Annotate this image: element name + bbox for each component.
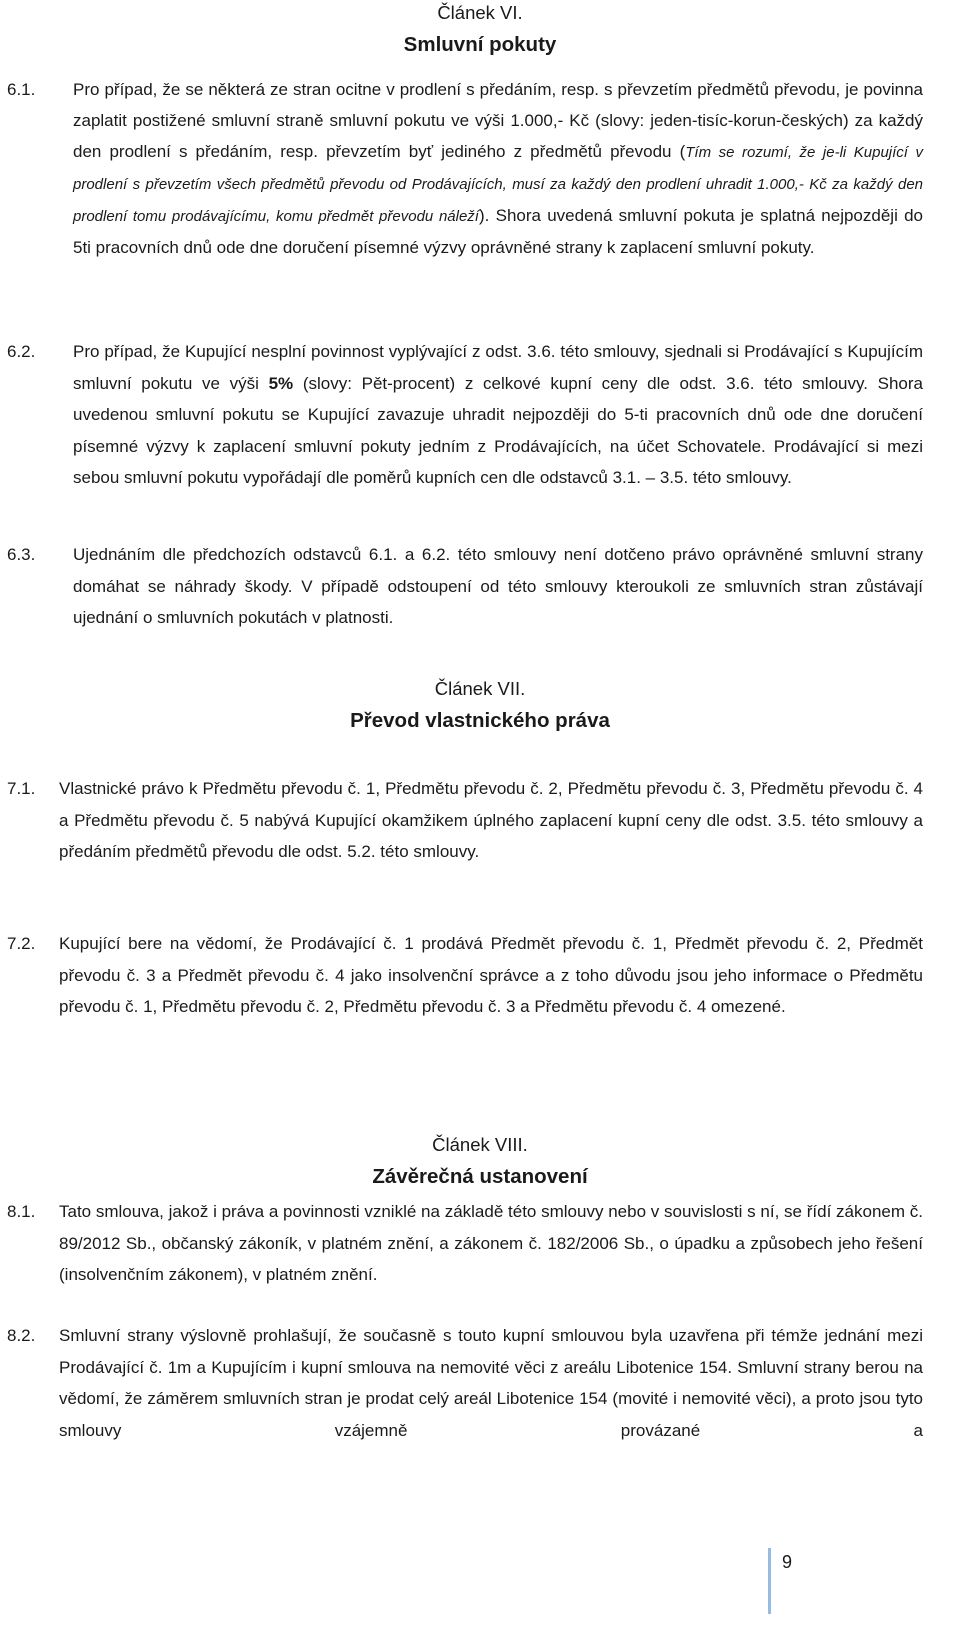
paragraph-number: 7.2. bbox=[7, 934, 36, 953]
text-segment: ). Shora uvedená smluvní pokuta je splatná nejpozději do 5ti pracovních dnů ode dne doručení písemné výzvy oprávněné strany k zaplacení smluvní pokuty. bbox=[73, 206, 923, 257]
page-number: 9 bbox=[782, 1552, 793, 1572]
text-segment: (slovy: Pět-procent) z celkové kupní ceny dle odst. 3.6. této smlouvy. Shora uvedenou smluvní pokutu se Kupující zavazuje uhradit nejpozději do 5-ti pracovních dnů ode dne doručení písemné výzvy k zaplacení smluvní pokuty jedním z Prodávajících, na účet Schovatele. Prodávající si mezi sebou smluvní pokutu vypořádají dle poměrů kupních cen dle odstavců 3.1. – 3.5. této smlouvy. bbox=[73, 373, 923, 487]
paragraph-8-1 bbox=[7, 1196, 923, 1292]
paragraph-text: Smluvní strany výslovně prohlašují, že současně s touto kupní smlouvou byla uzavřena při témže jednání mezi Prodávající č. 1m a Kupujícím i kupní smlouva na nemovité věci z areálu Libotenice 154. Smluvní strany berou na vědomí, že záměrem smluvních stran je prodat celý areál Libotenice 154 (movité i nemovité věci), a proto jsou tyto smlouvy vzájemně provázané a bbox=[59, 1326, 923, 1440]
paragraph-text: Kupující bere na vědomí, že Prodávající č. 1 prodává Předmět převodu č. 1, Předmět převodu č. 2, Předmět převodu č. 3 a Předmět převodu č. 4 jako insolvenční správce a z toho důvodu jsou jeho informace o Předmětu převodu č. 1, Předmětu převodu č. 2, Předmětu převodu č. 3 a Předmětu převodu č. 4 omezené. bbox=[59, 934, 923, 1016]
paragraph-number: 6.2. bbox=[7, 342, 36, 361]
paragraph-6-3 bbox=[7, 539, 923, 635]
article-8-number: Článek VIII. bbox=[432, 1134, 528, 1155]
article-6-number: Článek VI. bbox=[437, 2, 523, 23]
paragraph-text bbox=[73, 74, 923, 263]
paragraph-text: Ujednáním dle předchozích odstavců 6.1. a 6.2. této smlouvy není dotčeno právo oprávněné smluvní strany domáhat se náhrady škody. V případě odstoupení od této smlouvy kteroukoli ze smluvních stran zůstávají ujednání o smluvních pokutách v platnosti. bbox=[73, 545, 923, 627]
paragraph-number: 8.1. bbox=[7, 1202, 36, 1221]
paragraph-6-2 bbox=[7, 336, 923, 526]
paragraph-number: 6.1. bbox=[7, 80, 36, 99]
text-segment: Pro případ, že Kupující nesplní povinnost vyplývající z odst. 3.6. této smlouvy, sjednali si Prodávající s Kupujícím smluvní pokutu ve výši bbox=[73, 342, 923, 393]
paragraph-7-1 bbox=[7, 773, 923, 903]
text-segment: Pro případ, že se některá ze stran ocitne v prodlení s předáním, resp. s převzetím předmětů převodu, je povinna zaplatit postižené smluvní straně smluvní pokutu ve výši 1.000,- Kč (slovy: jeden-tisíc-korun-českých) za každý den prodlení s předáním, resp. převzetím byť jediného z předmětů převodu ( bbox=[73, 80, 923, 161]
article-7-number: Článek VII. bbox=[434, 678, 526, 699]
article-8-title: Závěrečná ustanovení bbox=[372, 1165, 588, 1188]
paragraph-8-2 bbox=[7, 1320, 923, 1450]
paragraph-text bbox=[73, 336, 923, 494]
article-6-title: Smluvní pokuty bbox=[403, 33, 557, 56]
paragraph-text: Vlastnické právo k Předmětu převodu č. 1, Předmětu převodu č. 2, Předmětu převodu č. 3, Předmětu převodu č. 4 a Předmětu převodu č. 5 nabývá Kupující okamžikem úplného zaplacení kupní ceny dle odst. 3.5. této smlouvy a předáním předmětů převodu dle odst. 5.2. této smlouvy. bbox=[59, 779, 923, 861]
paragraph-6-1 bbox=[7, 74, 923, 334]
paragraph-number: 8.2. bbox=[7, 1326, 36, 1345]
paragraph-7-2 bbox=[7, 928, 923, 1058]
italic-note: Tím se rozumí, že je-li Kupující v prodlení s převzetím všech předmětů převodu od Prodávajících, musí za každý den prodlení uhradit 1.000,- Kč za každý den prodlení tomu prodávajícímu, komu předmět převodu náleží bbox=[73, 144, 923, 225]
page-number-accent-bar bbox=[768, 1548, 771, 1614]
page-number-block bbox=[768, 1548, 808, 1614]
article-7-title: Převod vlastnického práva bbox=[350, 709, 610, 732]
bold-percent: 5% bbox=[268, 373, 294, 393]
paragraph-number: 7.1. bbox=[7, 779, 36, 798]
paragraph-number: 6.3. bbox=[7, 545, 36, 564]
paragraph-text: Tato smlouva, jakož i práva a povinnosti vzniklé na základě této smlouvy nebo v souvislosti s ní, se řídí zákonem č. 89/2012 Sb., občanský zákoník, v platném znění, a zákonem č. 182/2006 Sb., o úpadku a způsobech jeho řešení (insolvenčním zákonem), v platném znění. bbox=[59, 1202, 923, 1284]
